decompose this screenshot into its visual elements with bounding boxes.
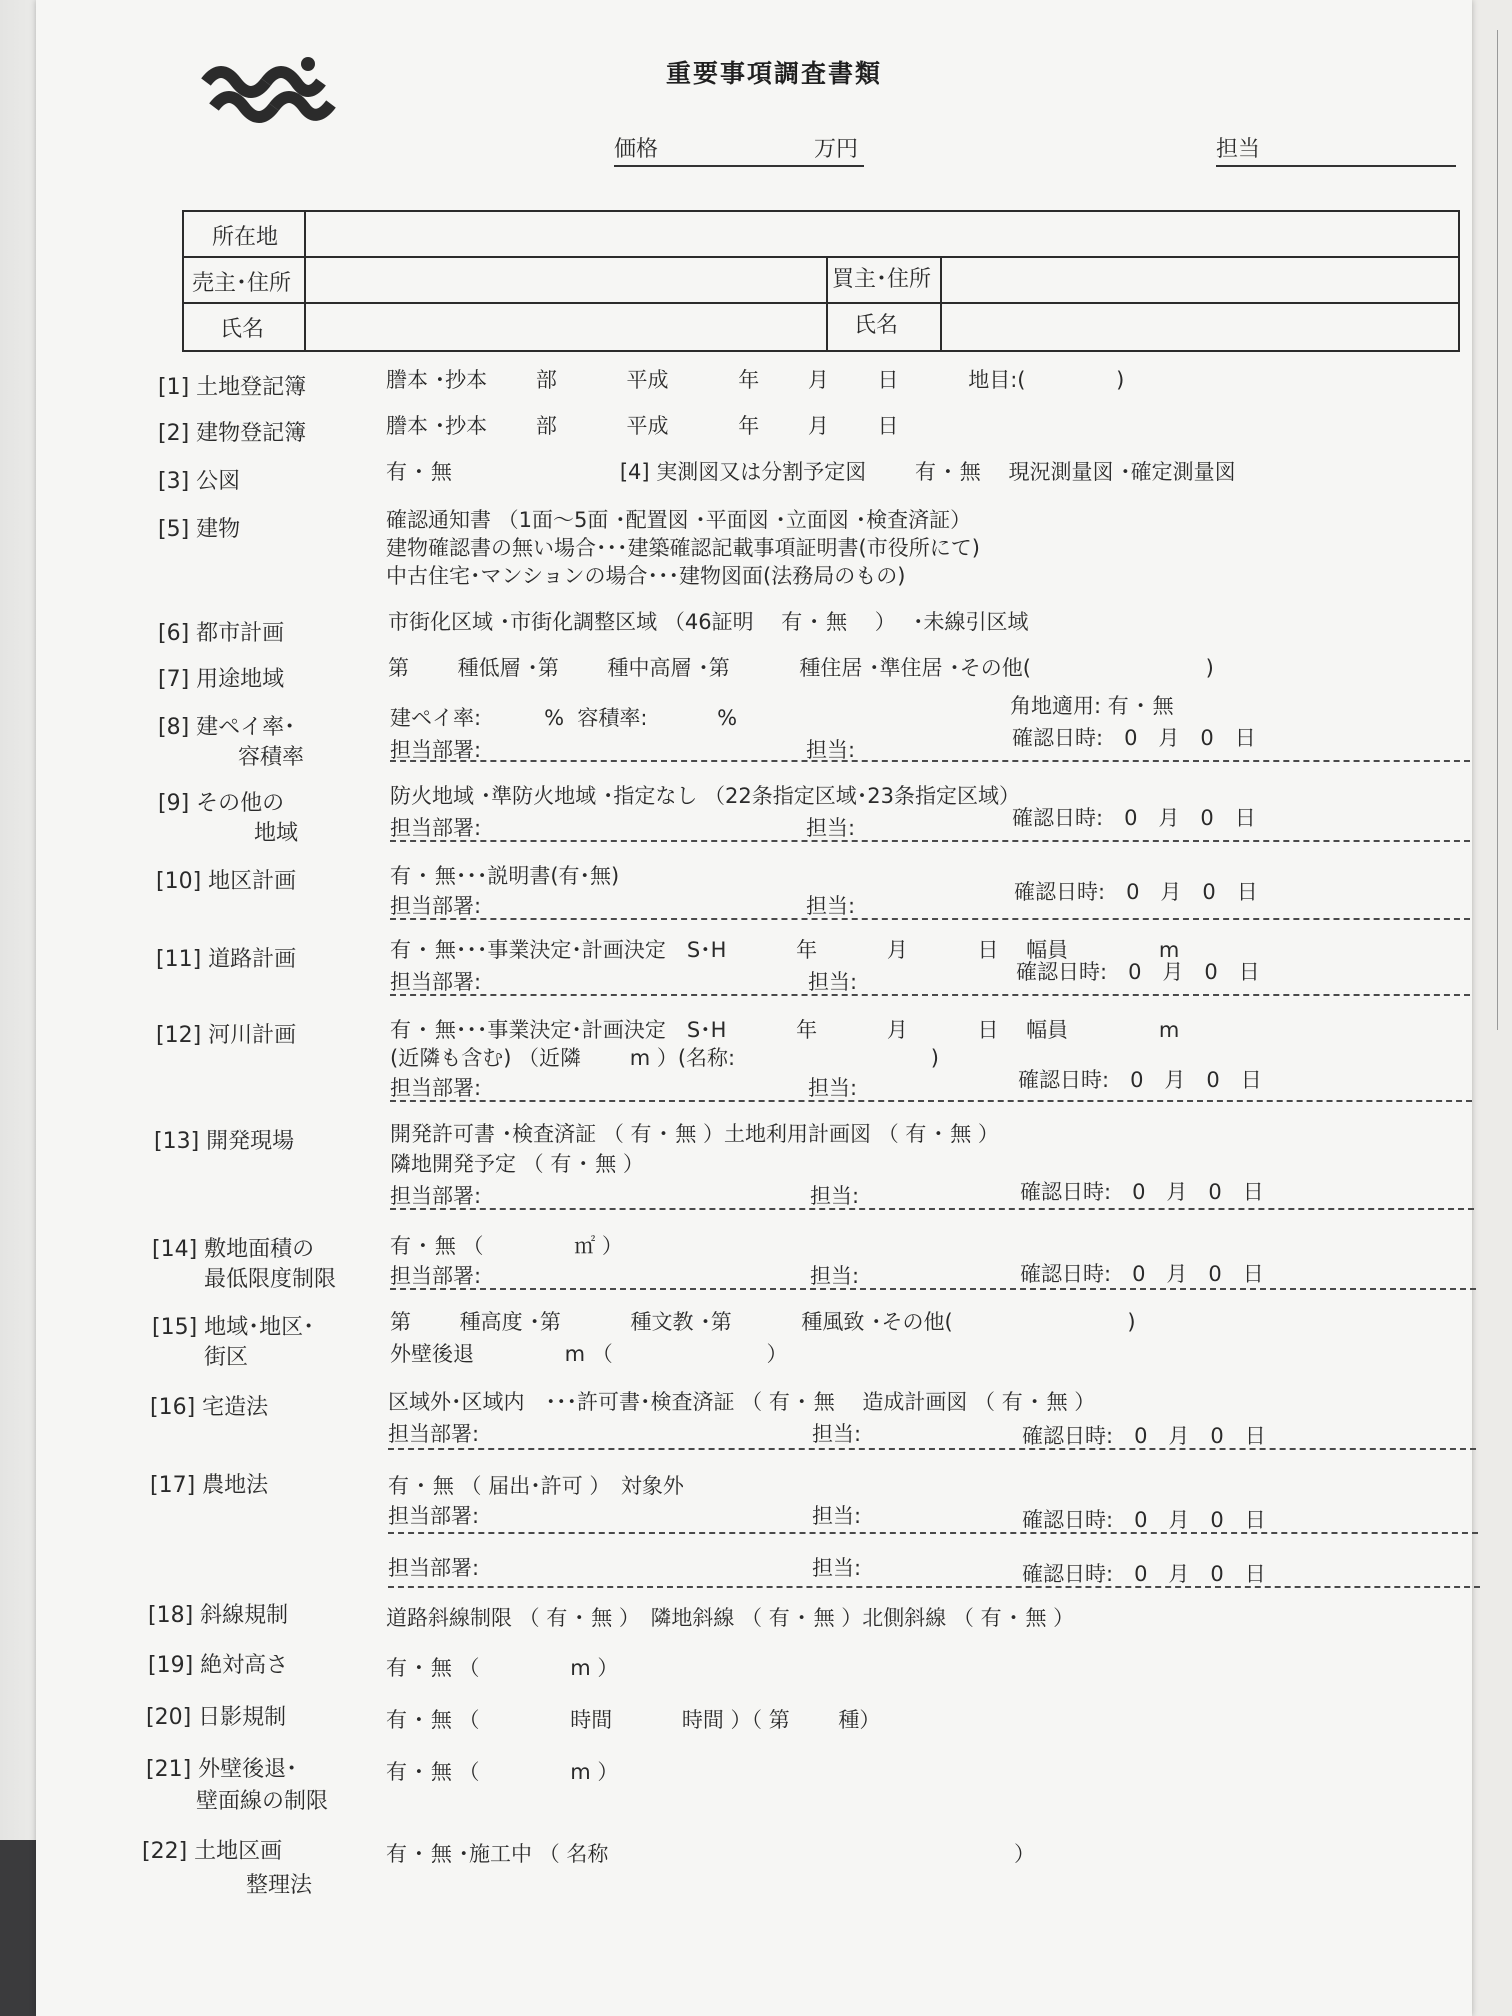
item-9-tanto: 担当: (806, 816, 856, 840)
item-1-text: 謄本 ･抄本 部 平成 年 月 日 地目:( ) (386, 368, 1125, 392)
item-16-confirm: 確認日時: 0 月 0 日 (1022, 1424, 1266, 1448)
item-2-label: [2] 建物登記簿 (158, 421, 307, 446)
table-rule (940, 256, 942, 350)
item-9-label: [9] その他の (158, 791, 285, 816)
buyer-name-label: 氏名 (854, 313, 899, 338)
item-11-text: 有 ･ 無･･･事業決定･計画決定 S･H 年 月 日 幅員 m (390, 938, 1180, 962)
item-8-confirm: 確認日時: 0 月 0 日 (1012, 726, 1256, 750)
item-17-confirm-2: 確認日時: 0 月 0 日 (1022, 1562, 1266, 1586)
dashed-line (390, 840, 1470, 842)
item-13-text: 開発許可書 ･検査済証 （ 有 ･ 無 ）土地利用計画図 （ 有 ･ 無 ） (390, 1122, 999, 1146)
item-22-text: 有 ･ 無 ･施工中 （ 名称 ） (386, 1842, 1036, 1866)
item-14-tanto: 担当: (810, 1264, 860, 1288)
table-rule (826, 256, 828, 350)
dashed-line (388, 1586, 1480, 1588)
item-10-text: 有 ･ 無･･･説明書(有･無) (390, 864, 620, 888)
item-12-dept: 担当部署: (390, 1076, 482, 1100)
item-17-dept: 担当部署: (388, 1504, 480, 1528)
item-17-tanto: 担当: (812, 1504, 862, 1528)
item-12-text: 有 ･ 無･･･事業決定･計画決定 S･H 年 月 日 幅員 m (390, 1018, 1180, 1042)
item-14-label-cont: 最低限度制限 (204, 1267, 337, 1292)
item-14-dept: 担当部署: (390, 1264, 482, 1288)
item-13-tanto: 担当: (810, 1184, 860, 1208)
item-18-text: 道路斜線制限 （ 有 ･ 無 ） 隣地斜線 （ 有 ･ 無 ）北側斜線 （ 有 ･ 無 ） (386, 1606, 1075, 1630)
location-label: 所在地 (212, 225, 279, 250)
document-sheet (36, 0, 1472, 2016)
item-8-text: 建ペイ率: % 容積率: % (390, 706, 738, 730)
item-13-line2: 隣地開発予定 （ 有 ･ 無 ） (390, 1152, 644, 1176)
item-5-label: [5] 建物 (158, 517, 241, 542)
item-10-tanto: 担当: (806, 894, 856, 918)
item-7-text: 第 種低層 ･第 種中高層 ･第 種住居 ･準住居 ･その他( ) (388, 656, 1214, 680)
buyer-address-label: 買主･住所 (832, 267, 932, 292)
item-13-dept: 担当部署: (390, 1184, 482, 1208)
item-9-text: 防火地域 ･準防火地域 ･指定なし （22条指定区域･23条指定区域） (390, 784, 1020, 808)
item-21-label: [21] 外壁後退･ (146, 1757, 298, 1782)
item-11-label: [11] 道路計画 (156, 947, 297, 972)
item-2-text: 謄本 ･抄本 部 平成 年 月 日 (386, 414, 899, 438)
item-16-label: [16] 宅造法 (150, 1395, 269, 1420)
item-16-dept: 担当部署: (388, 1422, 480, 1446)
table-rule (184, 302, 1458, 304)
item-6-text: 市街化区域 ･市街化調整区域 （46証明 有 ･ 無 ） ･未線引区域 (388, 610, 1029, 634)
item-19-label: [19] 絶対高さ (148, 1653, 289, 1678)
item-14-label: [14] 敷地面積の (152, 1237, 315, 1262)
item-20-label: [20] 日影規制 (146, 1705, 287, 1730)
item-17-tanto-2: 担当: (812, 1556, 862, 1580)
table-rule (184, 256, 1458, 258)
item-15-line2: 外壁後退 m （ ） (390, 1342, 788, 1366)
item-5-line2: 建物確認書の無い場合･･･建築確認記載事項証明書(市役所にて) (386, 536, 980, 560)
item-15-text: 第 種高度 ･第 種文教 ･第 種風致 ･その他( ) (390, 1310, 1136, 1334)
item-12-confirm: 確認日時: 0 月 0 日 (1018, 1068, 1262, 1092)
price-field (614, 132, 864, 167)
item-6-label: [6] 都市計画 (158, 621, 285, 646)
item-3-label: [3] 公図 (158, 469, 241, 494)
item-11-tanto: 担当: (808, 970, 858, 994)
item-14-text: 有 ･ 無 （ ㎡ ） (390, 1234, 623, 1258)
item-1-label: [1] 土地登記簿 (158, 375, 307, 400)
item-8-tanto: 担当: (806, 738, 856, 762)
item-14-confirm: 確認日時: 0 月 0 日 (1020, 1262, 1264, 1286)
item-17-confirm: 確認日時: 0 月 0 日 (1022, 1508, 1266, 1532)
item-8-dept: 担当部署: (390, 738, 482, 762)
item-21-label-cont: 壁面線の制限 (196, 1789, 329, 1814)
company-logo (196, 52, 346, 132)
dashed-line (390, 760, 1470, 762)
dashed-line (390, 1288, 1476, 1290)
property-header-table (182, 210, 1460, 352)
item-18-label: [18] 斜線規制 (148, 1603, 289, 1628)
item-20-text: 有 ･ 無 （ 時間 時間 ）（ 第 種） (386, 1708, 881, 1732)
item-7-label: [7] 用途地域 (158, 667, 285, 692)
item-13-label: [13] 開発現場 (154, 1129, 295, 1154)
item-17-dept-2: 担当部署: (388, 1556, 480, 1580)
item-11-dept: 担当部署: (390, 970, 482, 994)
item-22-label-cont: 整理法 (246, 1873, 313, 1898)
item-10-dept: 担当部署: (390, 894, 482, 918)
table-rule (304, 212, 306, 350)
item-8-corner-lot: 角地適用: 有 ･ 無 (1010, 694, 1174, 718)
item-11-confirm: 確認日時: 0 月 0 日 (1016, 960, 1260, 984)
item-12-label: [12] 河川計画 (156, 1023, 297, 1048)
item-10-label: [10] 地区計画 (156, 869, 297, 894)
item-21-text: 有 ･ 無 （ m ） (386, 1760, 619, 1784)
item-5-line3: 中古住宅･マンションの場合･･･建物図面(法務局のもの) (386, 564, 906, 588)
item-9-confirm: 確認日時: 0 月 0 日 (1012, 806, 1256, 830)
item-8-label: [8] 建ペイ率･ (158, 715, 296, 740)
person-in-charge-field (1216, 132, 1456, 167)
dashed-line (388, 1532, 1478, 1534)
item-3-text: 有 ･ 無 [4] 実測図又は分割予定図 有 ･ 無 現況測量図 ･確定測量図 (386, 460, 1236, 484)
item-9-dept: 担当部署: (390, 816, 482, 840)
item-12-line2: (近隣も含む) （近隣 m ）(名称: ) (390, 1046, 940, 1070)
document-title: 重要事項調査書類 (666, 59, 883, 88)
price-unit: 万円 (813, 137, 858, 162)
person-in-charge-label: 担当 (1216, 137, 1261, 162)
seller-address-label: 売主･住所 (192, 271, 292, 296)
item-17-text: 有 ･ 無 （ 届出･許可 ） 対象外 (388, 1474, 684, 1498)
item-13-confirm: 確認日時: 0 月 0 日 (1020, 1180, 1264, 1204)
item-15-label-cont: 街区 (204, 1345, 249, 1370)
item-10-confirm: 確認日時: 0 月 0 日 (1014, 880, 1258, 904)
background-desk (0, 1840, 40, 2016)
dashed-line (390, 918, 1470, 920)
item-15-label: [15] 地域･地区･ (152, 1315, 315, 1340)
item-22-label: [22] 土地区画 (142, 1839, 283, 1864)
item-19-text: 有 ･ 無 （ m ） (386, 1656, 619, 1680)
dashed-line (388, 1448, 1476, 1450)
price-label: 価格 (614, 137, 659, 162)
item-17-label: [17] 農地法 (150, 1473, 269, 1498)
item-8-label-cont: 容積率 (238, 745, 305, 770)
item-12-tanto: 担当: (808, 1076, 858, 1100)
dashed-line (390, 994, 1470, 996)
seller-name-label: 氏名 (220, 317, 265, 342)
dashed-line (390, 1208, 1474, 1210)
dashed-line (390, 1100, 1472, 1102)
item-9-label-cont: 地域 (254, 821, 299, 846)
item-16-text: 区域外･区域内 ･･･許可書･検査済証 （ 有 ･ 無 造成計画図 （ 有 ･ 無 ） (388, 1390, 1096, 1414)
item-5-line1: 確認通知書 （1面～5面 ･配置図 ･平面図 ･立面図 ･検査済証） (386, 508, 972, 532)
item-16-tanto: 担当: (812, 1422, 862, 1446)
